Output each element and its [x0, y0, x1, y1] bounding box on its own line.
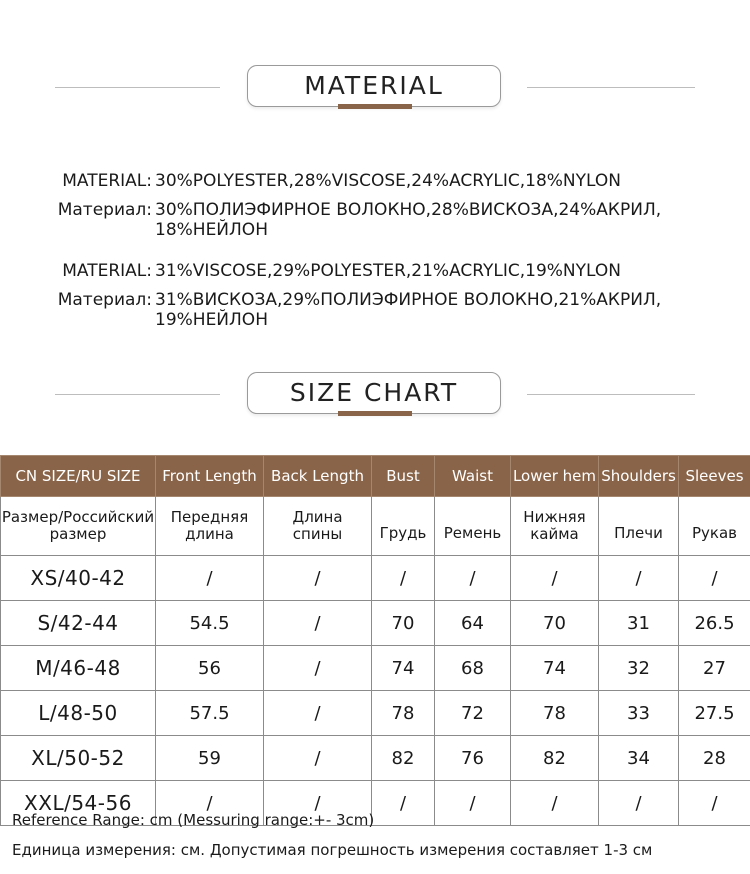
- table-header-row-en: [1, 456, 750, 497]
- value-cell: 70: [372, 601, 435, 646]
- value-cell: /: [264, 691, 372, 736]
- reference-note-en: Reference Range: cm (Messuring range:+- 3cm): [12, 811, 375, 829]
- column-header: Lower hem: [511, 456, 599, 497]
- material-label-ru: Материал:: [57, 200, 152, 220]
- header-rule-right: [527, 394, 695, 395]
- value-cell: /: [264, 736, 372, 781]
- value-cell: /: [264, 601, 372, 646]
- title-underline: [338, 104, 412, 109]
- column-header-ru: Передняя длина: [156, 497, 264, 556]
- table-row: [1, 646, 750, 691]
- header-rule-left: [55, 394, 220, 395]
- value-cell: /: [372, 781, 435, 826]
- value-cell: /: [264, 646, 372, 691]
- table-row: [1, 556, 750, 601]
- column-header: Front Length: [156, 456, 264, 497]
- value-cell: 64: [435, 601, 511, 646]
- value-cell: 26.5: [679, 601, 750, 646]
- material-title: MATERIAL: [247, 65, 501, 107]
- material-label-en: MATERIAL:: [62, 261, 152, 281]
- value-cell: 27.5: [679, 691, 750, 736]
- value-cell: /: [679, 556, 750, 601]
- reference-note-ru: Единица измерения: см. Допустимая погрешность измерения составляет 1-3 см: [12, 841, 653, 859]
- size-cell: XL/50-52: [1, 736, 156, 781]
- value-cell: /: [372, 556, 435, 601]
- value-cell: /: [264, 556, 372, 601]
- size-cell: L/48-50: [1, 691, 156, 736]
- material-value-ru: 30%ПОЛИЭФИРНОЕ ВОЛОКНО,28%ВИСКОЗА,24%АКРИЛ,: [155, 200, 662, 220]
- value-cell: 68: [435, 646, 511, 691]
- value-cell: 82: [511, 736, 599, 781]
- title-underline: [338, 411, 412, 416]
- value-cell: 82: [372, 736, 435, 781]
- material-value-en: 30%POLYESTER,28%VISCOSE,24%ACRYLIC,18%NYLON: [155, 171, 621, 191]
- column-header: Sleeves: [679, 456, 750, 497]
- material-value-ru-continued: 18%НЕЙЛОН: [155, 220, 268, 240]
- value-cell: /: [435, 556, 511, 601]
- material-section-header: [0, 65, 750, 111]
- value-cell: /: [599, 781, 679, 826]
- column-header-ru: Плечи: [599, 497, 679, 556]
- column-header: Back Length: [264, 456, 372, 497]
- column-header-ru: Рукав: [679, 497, 750, 556]
- table-header-row-ru: [1, 497, 750, 556]
- column-header-ru: Нижняя кайма: [511, 497, 599, 556]
- size-cell: XXL/54-56: [1, 781, 156, 826]
- material-value-ru: 31%ВИСКОЗА,29%ПОЛИЭФИРНОЕ ВОЛОКНО,21%АКРИЛ,: [155, 290, 662, 310]
- value-cell: /: [679, 781, 750, 826]
- column-header-ru: Размер/Российский размер: [1, 497, 156, 556]
- material-value-en: 31%VISCOSE,29%POLYESTER,21%ACRYLIC,19%NYLON: [155, 261, 621, 281]
- size-chart-section-header: [0, 372, 750, 418]
- value-cell: 59: [156, 736, 264, 781]
- column-header-ru: Грудь: [372, 497, 435, 556]
- value-cell: 70: [511, 601, 599, 646]
- size-chart-title: SIZE CHART: [247, 372, 501, 414]
- value-cell: 72: [435, 691, 511, 736]
- material-value-ru-continued: 19%НЕЙЛОН: [155, 310, 268, 330]
- value-cell: 76: [435, 736, 511, 781]
- size-cell: XS/40-42: [1, 556, 156, 601]
- value-cell: /: [599, 556, 679, 601]
- value-cell: /: [264, 781, 372, 826]
- value-cell: /: [156, 556, 264, 601]
- column-header: Shoulders: [599, 456, 679, 497]
- size-cell: M/46-48: [1, 646, 156, 691]
- column-header-ru: Длина спины: [264, 497, 372, 556]
- value-cell: 33: [599, 691, 679, 736]
- value-cell: /: [156, 781, 264, 826]
- column-header: CN SIZE/RU SIZE: [1, 456, 156, 497]
- value-cell: 32: [599, 646, 679, 691]
- value-cell: 56: [156, 646, 264, 691]
- value-cell: 78: [372, 691, 435, 736]
- material-label-ru: Материал:: [57, 290, 152, 310]
- column-header: Bust: [372, 456, 435, 497]
- value-cell: /: [511, 781, 599, 826]
- column-header-ru: Ремень: [435, 497, 511, 556]
- value-cell: 74: [372, 646, 435, 691]
- header-rule-right: [527, 87, 695, 88]
- material-label-en: MATERIAL:: [62, 171, 152, 191]
- value-cell: 31: [599, 601, 679, 646]
- value-cell: 27: [679, 646, 750, 691]
- value-cell: 28: [679, 736, 750, 781]
- header-rule-left: [55, 87, 220, 88]
- value-cell: 34: [599, 736, 679, 781]
- value-cell: 74: [511, 646, 599, 691]
- value-cell: 57.5: [156, 691, 264, 736]
- size-chart-table: [0, 455, 750, 826]
- value-cell: 54.5: [156, 601, 264, 646]
- table-row: [1, 601, 750, 646]
- size-cell: S/42-44: [1, 601, 156, 646]
- column-header: Waist: [435, 456, 511, 497]
- table-row: [1, 691, 750, 736]
- value-cell: /: [435, 781, 511, 826]
- value-cell: /: [511, 556, 599, 601]
- value-cell: 78: [511, 691, 599, 736]
- table-row: [1, 736, 750, 781]
